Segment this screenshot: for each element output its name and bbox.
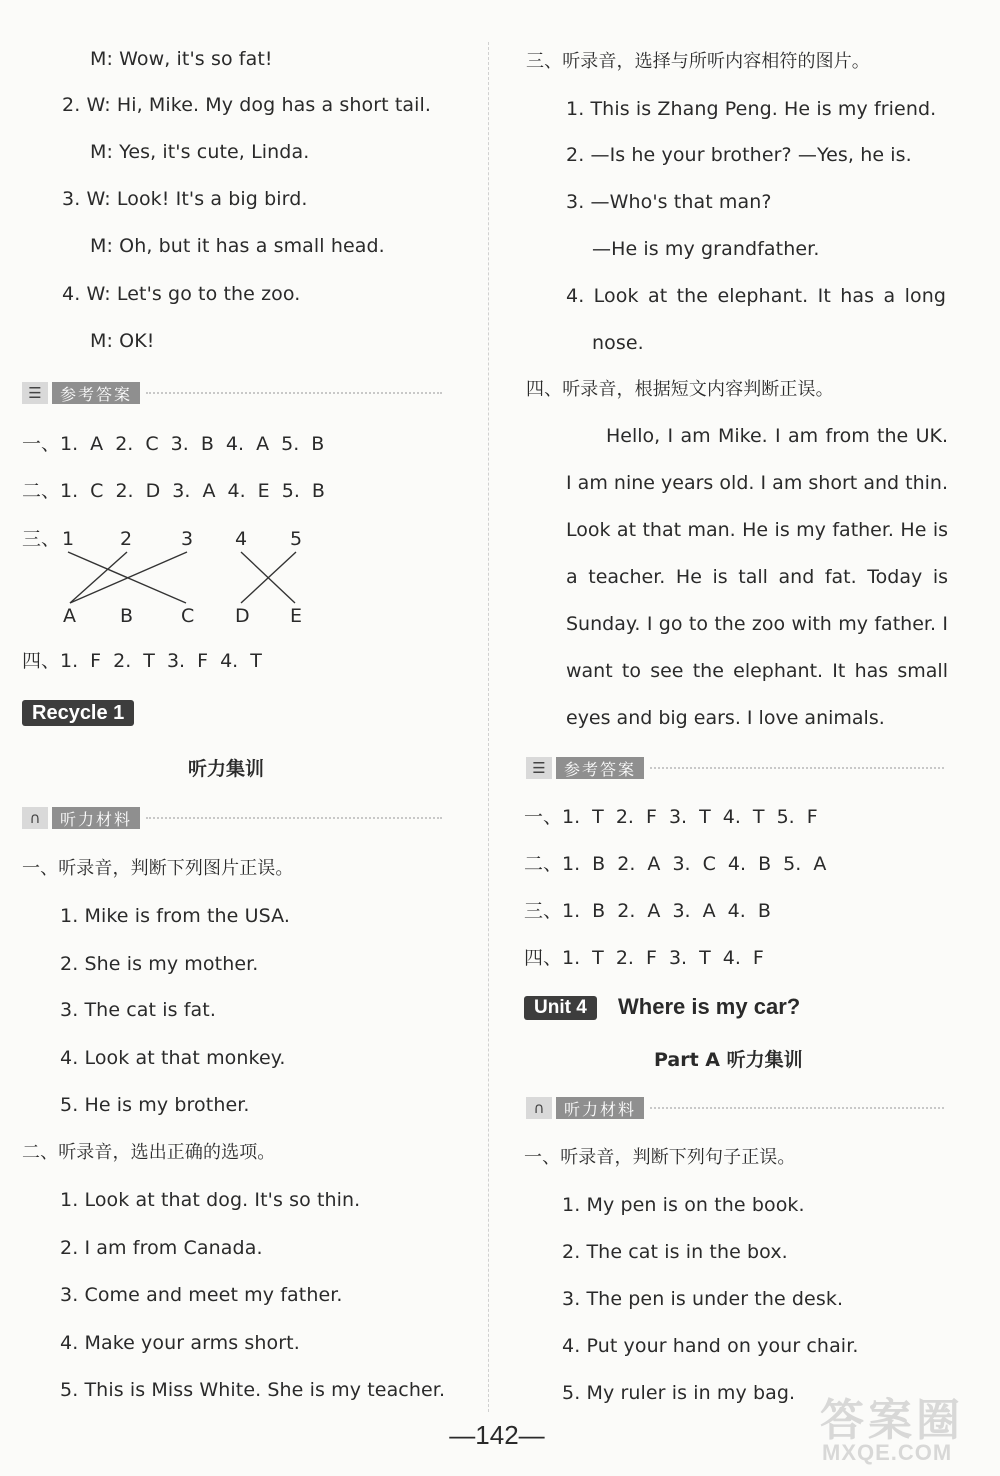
page-number: —142— [449,1420,545,1450]
dialog-line: M: Yes, it's cute, Linda. [90,141,310,163]
watermark [820,1384,995,1472]
question-item: 4. Make your arms short. [60,1332,300,1354]
match-line [70,552,127,603]
match-top-label: 3 [181,528,194,550]
match-top-label: 2 [120,528,133,550]
unit-tag: Unit 4 [524,996,597,1020]
part-title: Part A 听力集训 [654,1049,803,1071]
question-item: 5. He is my brother. [60,1094,250,1116]
section-title: 听力集训 [188,758,265,780]
dialog-line: 2. W: Hi, Mike. My dog has a short tail. [62,94,432,116]
match-top-label: 4 [235,528,248,550]
material-banner-label: 听力材料 [556,1097,644,1119]
dialog-line: M: Oh, but it has a small head. [90,235,385,257]
watermark-top: 答案圈 [820,1395,964,1446]
matching-prefix: 三、 [22,528,61,550]
question-item: —He is my grandfather. [592,238,820,260]
answer-banner [526,756,944,780]
column-divider [488,42,489,1412]
material-banner-label: 听力材料 [52,807,140,829]
answer-line: 二、1. B 2. A 3. C 4. B 5. A [524,853,827,875]
recycle-tag: Recycle 1 [22,700,134,726]
question-item: 2. The cat is in the box. [562,1241,788,1263]
question-heading: 二、听录音，选出正确的选项。 [22,1142,276,1163]
answer-banner-label: 参考答案 [52,382,140,404]
match-bottom-label: C [181,605,195,627]
list-icon: ☰ [22,382,48,404]
headphones-icon: ∩ [526,1097,552,1119]
match-top-label: 1 [62,528,75,550]
question-item: 2. I am from Canada. [60,1237,263,1259]
question-item: 1. Look at that dog. It's so thin. [60,1189,361,1211]
material-banner [22,806,442,830]
dialog-line: 4. W: Let's go to the zoo. [62,283,301,305]
listening-passage: Hello, I am Mike. I am from the UK. I am nine years old. I am short and thin. Look at that man. He is my father. He is a teacher. He is tall and fat. Today is Sunday. I go to the zoo with my father. I want to see the elephant. It has small eyes and big ears. I love animals. [566,425,948,729]
match-bottom-label: A [63,605,77,627]
match-top-label: 5 [290,528,303,550]
answer-line: 三、1. B 2. A 3. A 4. B [524,900,771,922]
dialog-line: 3. W: Look! It's a big bird. [62,188,308,210]
match-bottom-label: D [235,605,250,627]
material-banner [526,1096,944,1120]
answer-line: 一、1. A 2. C 3. B 4. A 5. B [22,433,325,455]
question-item: 5. My ruler is in my bag. [562,1382,796,1404]
question-heading: 三、听录音，选择与所听内容相符的图片。 [526,51,870,72]
question-item: 3. Come and meet my father. [60,1284,343,1306]
answer-line: 四、1. F 2. T 3. F 4. T [22,650,262,672]
question-item: 4. Look at that monkey. [60,1047,286,1069]
question-item: 1. Mike is from the USA. [60,905,291,927]
question-heading: 一、听录音，判断下列图片正误。 [22,858,294,879]
watermark-bottom: MXQE.COM [822,1440,953,1465]
dialog-line: M: OK! [90,330,155,352]
question-item: 4. Look at the elephant. It has a long [566,285,946,307]
match-bottom-label: B [120,605,134,627]
answer-line: 四、1. T 2. F 3. T 4. F [524,947,764,969]
question-item: 2. She is my mother. [60,953,259,975]
list-icon: ☰ [526,757,552,779]
question-item: 3. The pen is under the desk. [562,1288,844,1310]
unit-title: Where is my car? [618,994,801,1019]
question-heading: 四、听录音，根据短文内容判断正误。 [526,379,834,400]
matching-lines [0,0,480,700]
answer-line: 二、1. C 2. D 3. A 4. E 5. B [22,480,325,502]
headphones-icon: ∩ [22,807,48,829]
question-item: nose. [592,332,644,354]
question-item: 5. This is Miss White. She is my teacher. [60,1379,446,1401]
question-item: 3. The cat is fat. [60,999,216,1021]
answer-banner-label: 参考答案 [556,757,644,779]
answer-line: 一、1. T 2. F 3. T 4. T 5. F [524,806,818,828]
match-bottom-label: E [290,605,303,627]
question-heading: 一、听录音，判断下列句子正误。 [524,1147,796,1168]
question-item: 1. My pen is on the book. [562,1194,805,1216]
question-item: 4. Put your hand on your chair. [562,1335,859,1357]
question-item: 3. —Who's that man? [566,191,772,213]
question-item: 2. —Is he your brother? —Yes, he is. [566,144,912,166]
question-item: 1. This is Zhang Peng. He is my friend. [566,98,937,120]
dialog-line: M: Wow, it's so fat! [90,48,273,70]
